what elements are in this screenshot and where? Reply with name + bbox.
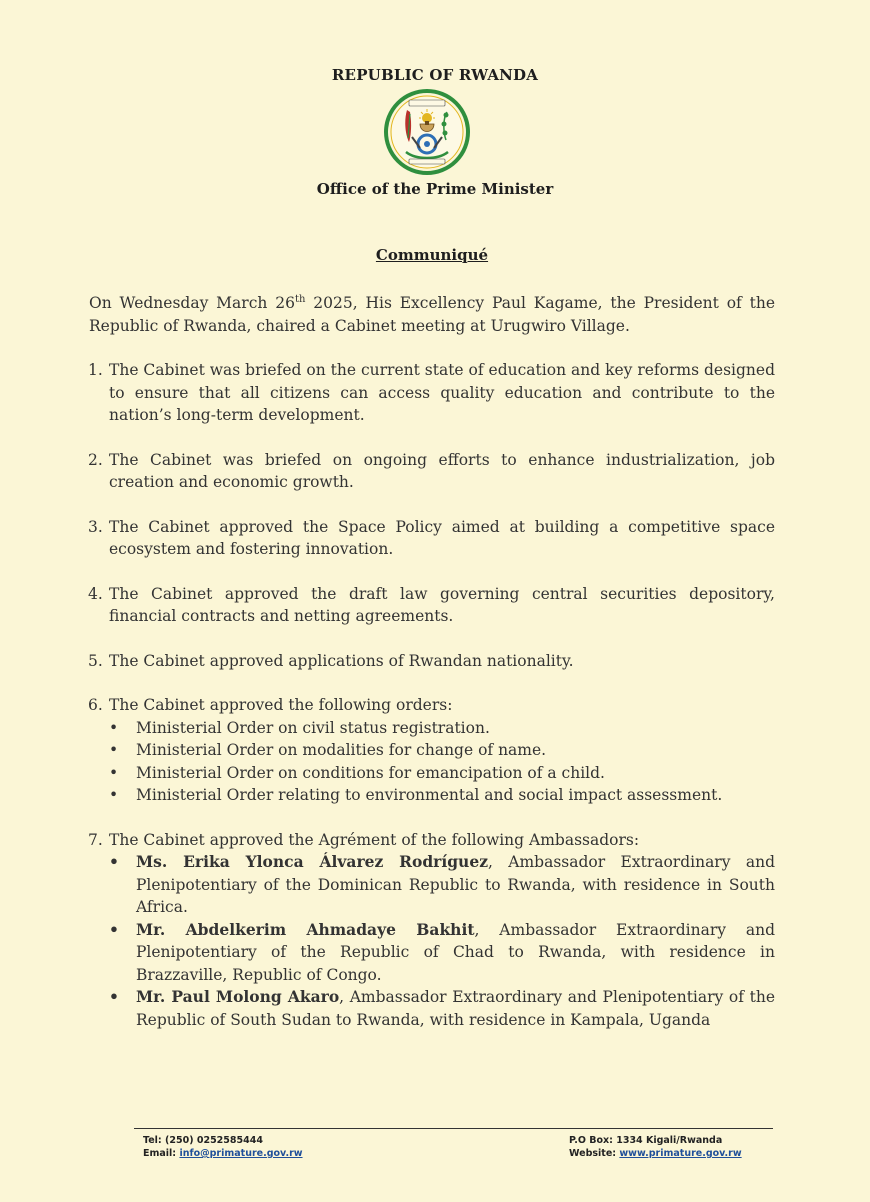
intro-text-end: 2025, His Excellency Paul Kagame, the President of the Republic of Rwanda, chaired a Cabinet meeting at Urugwiro Village. <box>89 294 776 335</box>
ambassador-item <box>89 919 775 987</box>
list-item <box>89 829 775 852</box>
item-number: 2. <box>88 450 103 469</box>
footer-contact-left <box>143 1134 303 1160</box>
intro-paragraph <box>89 289 775 337</box>
po-box-label: P.O Box: <box>569 1135 613 1146</box>
tel-value: (250) 0252585444 <box>165 1135 263 1146</box>
item-text: The Cabinet was briefed on the current state of education and key reforms designed to ensure that all citizens can access quality education and contribute to the nation’s long-term development. <box>109 361 775 425</box>
bullet-text: Ministerial Order on conditions for emancipation of a child. <box>136 763 605 782</box>
list-item <box>89 650 775 673</box>
list-item <box>89 449 775 494</box>
bullet-item <box>89 762 775 785</box>
footer-po-box <box>569 1134 742 1147</box>
item-number: 6. <box>88 696 103 715</box>
orders-bullet-list <box>89 717 775 807</box>
country-heading: REPUBLIC OF RWANDA <box>331 66 539 84</box>
item-number: 4. <box>88 584 103 603</box>
list-item <box>89 694 775 717</box>
list-item <box>89 516 775 561</box>
ambassador-details: , Ambassador Extraordinary and Plenipotentiary of the Republic of Chad to Rwanda, with residence in Brazzaville, Republic of Congo. <box>136 920 776 984</box>
website-link[interactable]: www.primature.gov.rw <box>619 1148 742 1159</box>
bullet-icon: • <box>109 741 119 760</box>
bullet-text: Ministerial Order relating to environmental and social impact assessment. <box>136 786 723 805</box>
email-label: Email: <box>143 1148 177 1159</box>
ambassadors-bullet-list <box>89 851 775 1031</box>
bullet-item <box>89 739 775 762</box>
website-label: Website: <box>569 1148 617 1159</box>
ambassador-details: , Ambassador Extraordinary and Plenipotentiary of the Republic of South Sudan to Rwanda, with residence in Kampala, Uganda <box>136 988 775 1029</box>
bullet-icon: • <box>109 919 119 939</box>
item-number: 5. <box>88 651 103 670</box>
ambassador-name: Ms. Erika Ylonca Álvarez Rodríguez <box>136 852 488 872</box>
list-item <box>89 359 775 427</box>
item-text: The Cabinet was briefed on ongoing efforts to enhance industrialization, job creation and economic growth. <box>109 450 775 492</box>
office-heading: Office of the Prime Minister <box>316 180 554 198</box>
ambassador-item <box>89 851 775 919</box>
footer-email <box>143 1147 303 1160</box>
footer-website <box>569 1147 742 1160</box>
bullet-icon: • <box>109 987 119 1007</box>
item-text: The Cabinet approved applications of Rwandan nationality. <box>109 651 574 670</box>
bullet-icon: • <box>109 718 119 737</box>
document-title: Communiqué <box>375 246 489 264</box>
item-text: The Cabinet approved the Space Policy aimed at building a competitive space ecosystem and fostering innovation. <box>109 517 775 559</box>
footer-tel <box>143 1134 303 1147</box>
document-body <box>89 289 775 1031</box>
bullet-item <box>89 784 775 807</box>
list-item <box>89 583 775 628</box>
ambassador-name: Mr. Abdelkerim Ahmadaye Bakhit <box>136 919 475 939</box>
ambassador-name: Mr. Paul Molong Akaro <box>136 987 340 1007</box>
item-text: The Cabinet approved the following orders: <box>109 696 453 715</box>
intro-ordinal-suffix: th <box>294 294 306 305</box>
bullet-icon: • <box>109 852 119 872</box>
po-box-value: 1334 Kigali/Rwanda <box>616 1135 723 1146</box>
item-text: The Cabinet approved the Agrément of the following Ambassadors: <box>109 830 640 849</box>
item-number: 3. <box>88 517 103 536</box>
item-number: 1. <box>88 361 103 380</box>
footer-divider <box>134 1128 773 1129</box>
item-text: The Cabinet approved the draft law governing central securities depository, financial contracts and netting agreements. <box>109 584 775 626</box>
bullet-item <box>89 717 775 740</box>
bullet-icon: • <box>109 763 119 782</box>
bullet-text: Ministerial Order on modalities for change of name. <box>136 741 547 760</box>
intro-text-start: On Wednesday March 26 <box>89 294 295 313</box>
ambassador-item <box>89 986 775 1031</box>
ambassador-details: , Ambassador Extraordinary and Plenipotentiary of the Dominican Republic to Rwanda, with residence in South Africa. <box>136 853 775 917</box>
bullet-text: Ministerial Order on civil status registration. <box>136 718 490 737</box>
coat-of-arms-of-rwanda-icon <box>383 88 471 176</box>
email-link[interactable]: info@primature.gov.rw <box>179 1148 303 1159</box>
tel-label: Tel: <box>143 1135 162 1146</box>
item-number: 7. <box>88 830 103 849</box>
bullet-icon: • <box>109 786 119 805</box>
footer-contact-right <box>569 1134 742 1160</box>
